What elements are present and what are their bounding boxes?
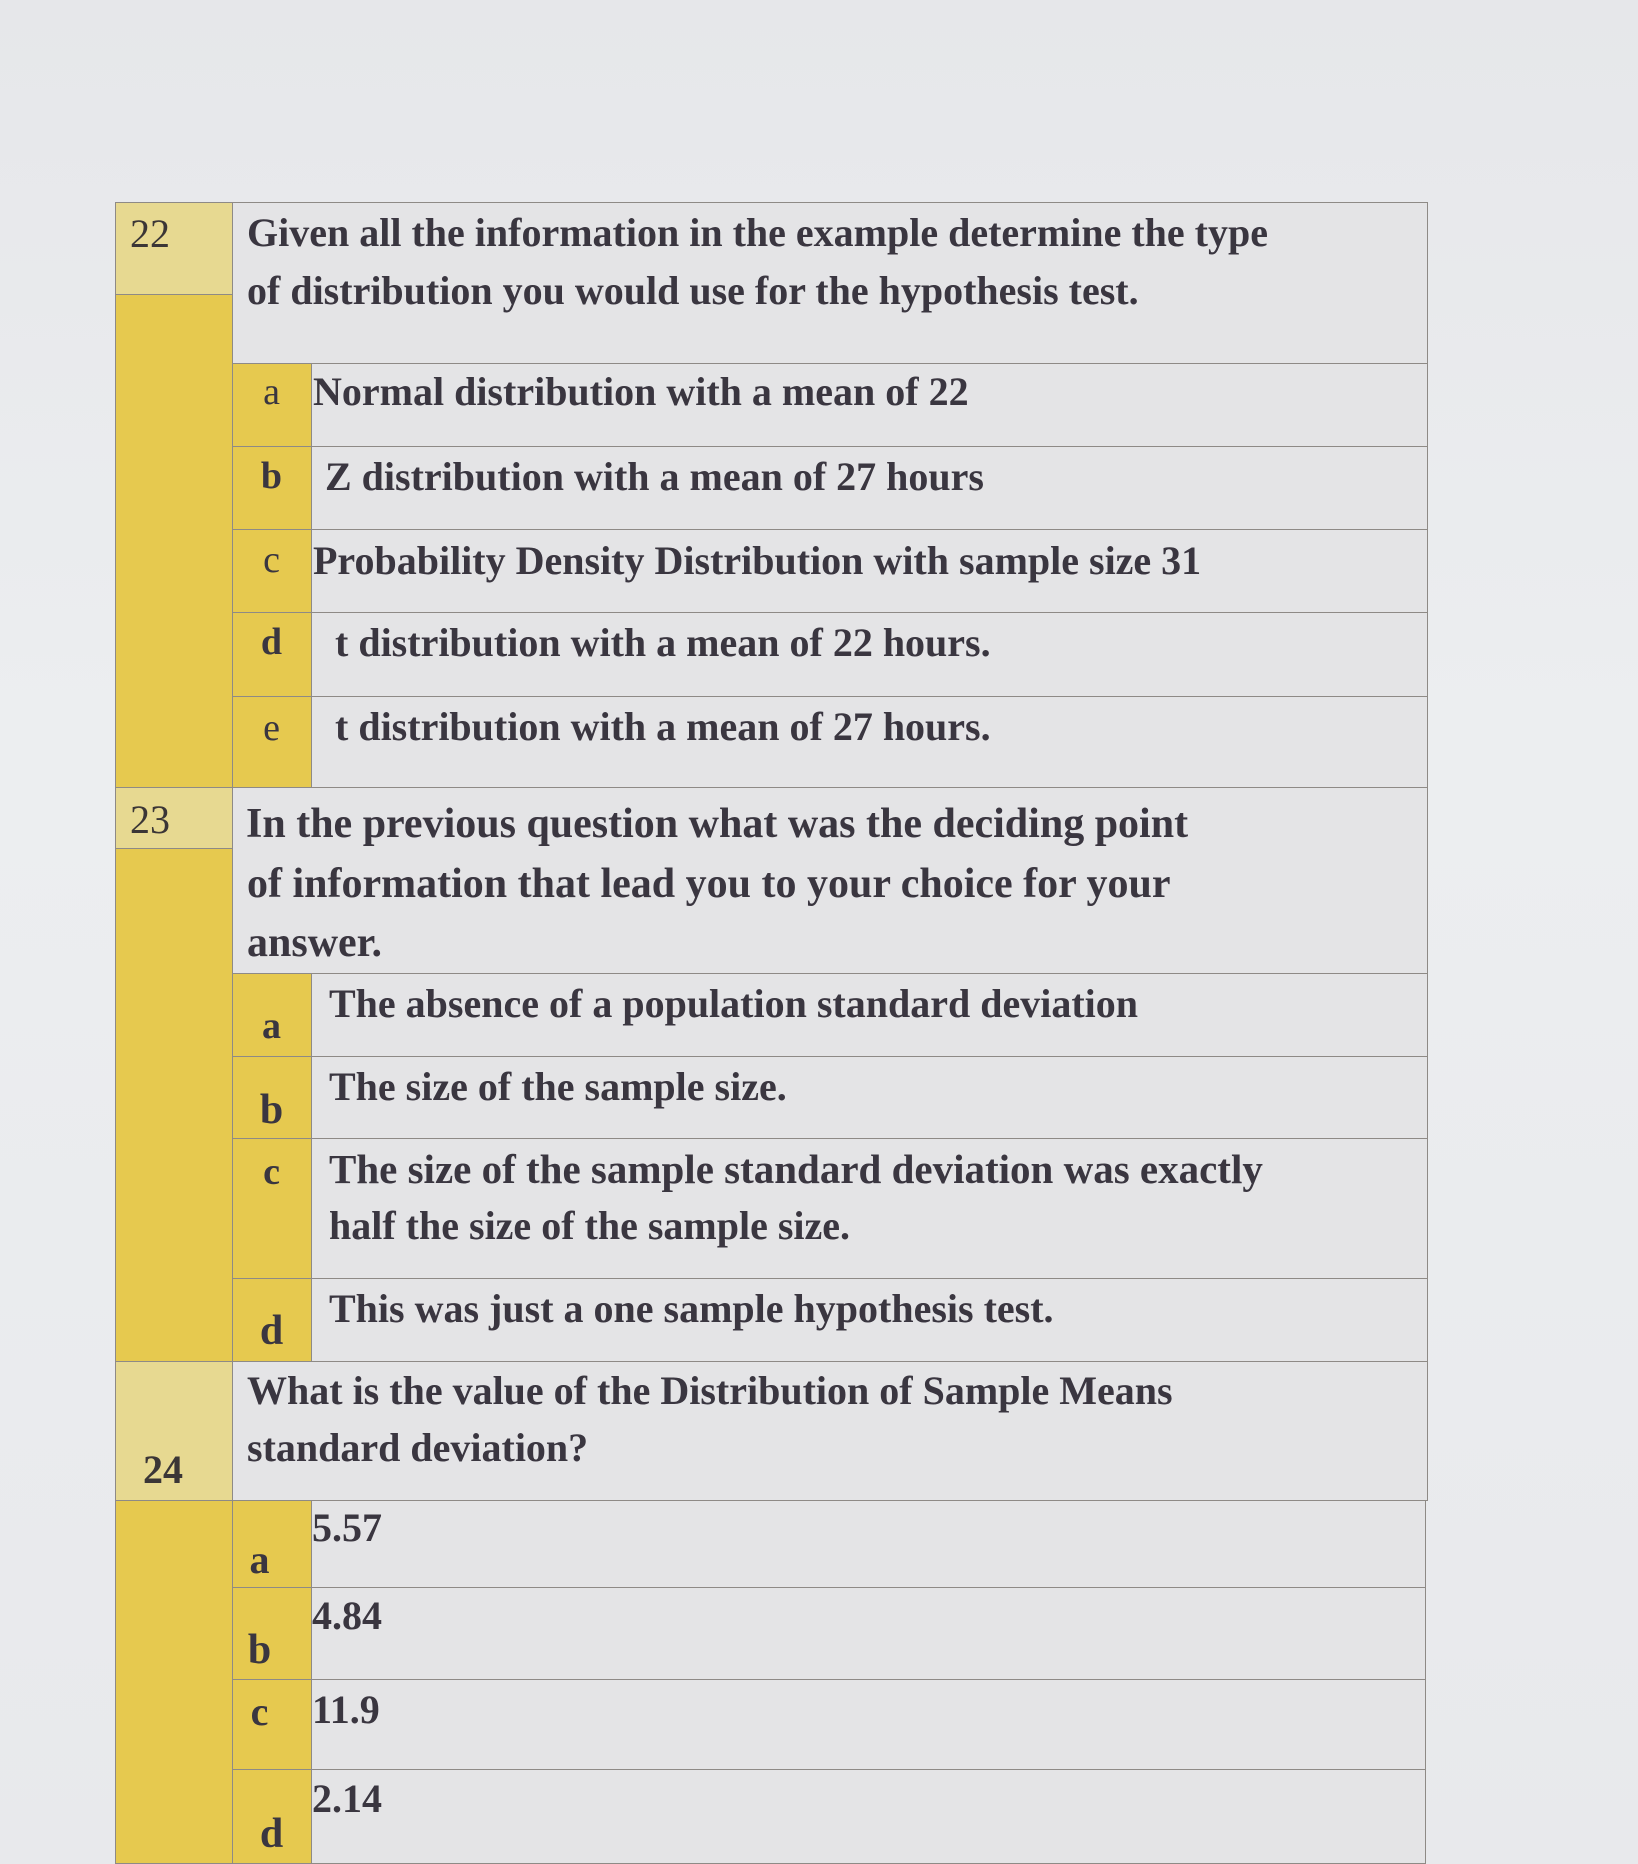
option-letter: c [263,539,280,581]
question-text: of distribution you would use for the hypothesis test. [247,268,1139,313]
option-letter: d [260,621,283,663]
question-text: In the previous question what was the deciding point [246,801,1189,847]
option-letter: c [250,1689,269,1734]
option-text: half the size of the sample size. [329,1203,851,1248]
option-text: Normal distribution with a mean of 22 [313,369,969,414]
option-cell[interactable] [311,1769,1426,1864]
number-column-fill [115,848,233,1362]
option-text: 11.9 [312,1687,380,1732]
option-letter: d [259,1811,284,1857]
question-number: 23 [130,797,170,842]
question-text: What is the value of the Distribution of Sample Means [247,1368,1173,1413]
question-text: standard deviation? [247,1425,589,1470]
option-text: Probability Density Distribution with sample size 31 [313,538,1202,583]
option-text: t distribution with a mean of 27 hours. [335,704,991,749]
option-letter: e [263,707,280,749]
option-cell[interactable] [311,1500,1426,1588]
option-text: The size of the sample size. [329,1064,787,1109]
option-letter: d [259,1308,284,1354]
option-text: This was just a one sample hypothesis test. [329,1286,1054,1331]
option-text: 5.57 [312,1505,382,1550]
option-letter: a [263,371,280,413]
option-letter: b [260,455,283,497]
option-text: Z distribution with a mean of 27 hours [325,454,984,499]
option-letter: b [259,1087,284,1133]
option-cell[interactable] [311,1679,1426,1770]
option-letter: c [263,1151,280,1193]
option-text: 4.84 [312,1593,382,1638]
question-text: of information that lead you to your choice for your [247,861,1171,907]
option-letter: a [262,1005,281,1047]
option-cell[interactable] [311,1587,1426,1680]
option-letter: b [247,1627,272,1673]
question-text: answer. [247,920,382,966]
question-text: Given all the information in the example determine the type [247,210,1268,255]
question-number: 24 [143,1447,183,1492]
option-text: The absence of a population standard deviation [329,981,1139,1026]
option-text: The size of the sample standard deviation was exactly [329,1146,1263,1192]
option-text: 2.14 [312,1776,382,1821]
number-column-fill [115,1500,233,1864]
number-column-fill [115,294,233,788]
option-letter: a [249,1537,270,1582]
option-text: t distribution with a mean of 22 hours. [335,620,991,665]
question-number: 22 [130,211,170,256]
